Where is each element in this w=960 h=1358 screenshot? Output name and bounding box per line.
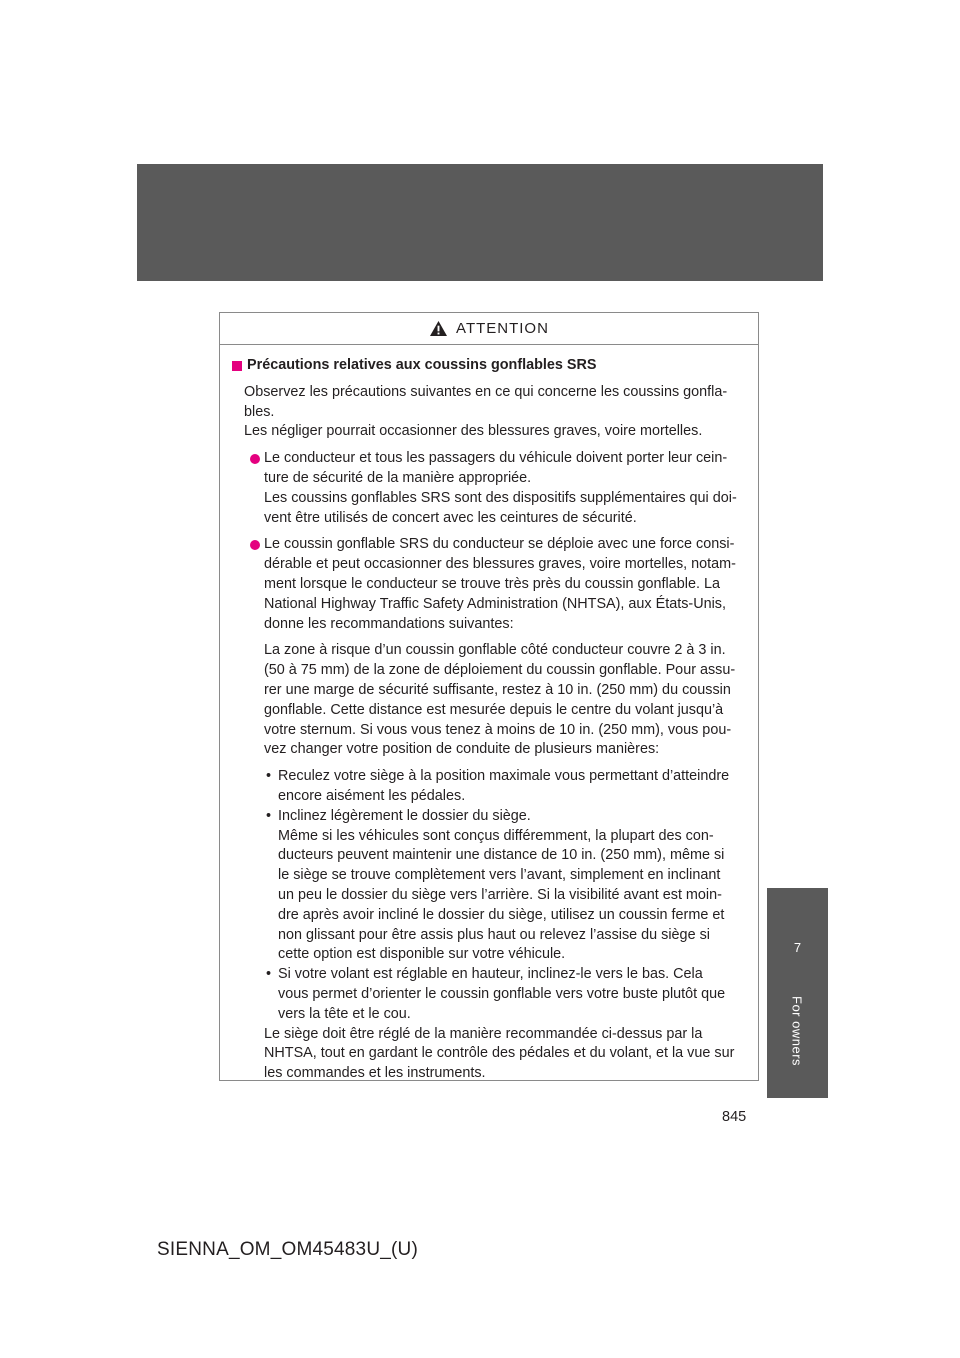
- bullet-line: ment lorsque le conducteur se trouve très près du coussin gonflable. La: [264, 575, 720, 592]
- square-bullet-icon: [232, 361, 242, 371]
- list-line: un peu le dossier du siège vers l’arrière. Si la visibilité avant est moin-: [278, 886, 722, 903]
- detail-line: gonflable. Cette distance est mesurée depuis le centre du volant jusqu’à: [264, 701, 724, 718]
- list-line: cette option est disponible sur votre véhicule.: [278, 946, 566, 963]
- list-line: encore aisément les pédales.: [278, 787, 466, 804]
- intro-line: bles.: [244, 403, 275, 420]
- closing-line: Le siège doit être réglé de la manière recommandée ci-dessus par la: [264, 1025, 703, 1042]
- bullet-seatbelts: [232, 449, 744, 528]
- bullet-mark: •: [266, 807, 272, 824]
- position-options-list: [232, 767, 744, 1024]
- bullet-mark: •: [266, 966, 272, 983]
- intro-line: Observez les précautions suivantes en ce qui concerne les coussins gonfla-: [244, 383, 728, 400]
- list-item: [264, 767, 744, 807]
- list-line: Reculez votre siège à la position maximale vous permettant d’atteindre: [278, 768, 730, 785]
- list-line: le siège se trouve complètement vers l’avant, simplement en inclinant: [278, 867, 721, 884]
- detail-line: vez changer votre position de conduite de plusieurs manières:: [264, 741, 660, 758]
- detail-line: votre sternum. Si vous vous tenez à moins de 10 in. (250 mm), vous pou-: [264, 721, 732, 738]
- list-line: Même si les véhicules sont conçus différemment, la plupart des con-: [278, 827, 714, 844]
- bullet-driver-airbag: [232, 535, 744, 634]
- detail-line: (50 à 75 mm) de la zone de déploiement du coussin gonflable. Pour assu-: [264, 662, 736, 679]
- bullet-line: Le coussin gonflable SRS du conducteur se déploie avec une force consi-: [264, 536, 735, 553]
- bullet-line: donne les recommandations suivantes:: [264, 615, 514, 632]
- chapter-header-band: [137, 164, 823, 281]
- list-line: dre après avoir incliné le dossier du siège, utilisez un coussin ferme et: [278, 906, 725, 923]
- list-line: Si votre volant est réglable en hauteur, inclinez-le vers le bas. Cela: [278, 966, 703, 983]
- bullet-mark: •: [266, 768, 272, 785]
- detail-line: La zone à risque d’un coussin gonflable côté conducteur couvre 2 à 3 in.: [264, 642, 726, 659]
- bullet-line: Les coussins gonflables SRS sont des dispositifs supplémentaires qui doi-: [264, 489, 737, 506]
- closing-line: les commandes et les instruments.: [264, 1065, 486, 1082]
- closing-line: NHTSA, tout en gardant le contrôle des pédales et du volant, et la vue sur: [264, 1045, 735, 1062]
- list-item: [264, 965, 744, 1024]
- bullet-line: vent être utilisés de concert avec les ceintures de sécurité.: [264, 509, 637, 526]
- bullet-line: Le conducteur et tous les passagers du véhicule doivent porter leur cein-: [264, 450, 728, 467]
- list-item: [264, 807, 744, 965]
- caution-body: [220, 345, 758, 1084]
- document-code: SIENNA_OM_OM45483U_(U): [157, 1239, 418, 1260]
- list-line: vous permet d’orienter le coussin gonflable vers votre buste plutôt que: [278, 985, 726, 1002]
- list-line: ducteurs peuvent maintenir une distance de 10 in. (250 mm), même si: [278, 847, 725, 864]
- page-number: 845: [722, 1109, 747, 1125]
- chapter-number: 7: [793, 940, 802, 955]
- caution-box: [219, 312, 759, 1081]
- list-line: non glissant pour être assis plus haut ou relevez l’assise du siège si: [278, 926, 710, 943]
- list-line: vers la tête et le cou.: [278, 1005, 411, 1022]
- intro-paragraph: [232, 383, 744, 442]
- chapter-title-wrap: [767, 988, 828, 1098]
- detail-line: rer une marge de sécurité suffisante, restez à 10 in. (250 mm) du coussin: [264, 681, 731, 698]
- warning-triangle-icon: [429, 320, 448, 337]
- round-bullet-icon: [250, 454, 260, 464]
- risk-zone-paragraph: [232, 641, 744, 760]
- chapter-title: For owners: [789, 996, 805, 1067]
- caution-header: [220, 313, 758, 345]
- closing-paragraph: [232, 1025, 744, 1084]
- round-bullet-icon: [250, 540, 260, 550]
- bullet-line: National Highway Traffic Safety Administration (NHTSA), aux États-Unis,: [264, 595, 727, 612]
- bullet-line: dérable et peut occasionner des blessures graves, voire mortelles, notam-: [264, 556, 736, 573]
- bullet-line: ture de sécurité de la manière appropriée.: [264, 469, 532, 486]
- caution-title: ATTENTION: [456, 320, 549, 337]
- section-heading-text: Précautions relatives aux coussins gonflables SRS: [247, 357, 597, 373]
- intro-line: Les négliger pourrait occasionner des blessures graves, voire mortelles.: [244, 423, 703, 440]
- list-line: Inclinez légèrement le dossier du siège.: [278, 807, 531, 824]
- section-heading: [232, 356, 744, 376]
